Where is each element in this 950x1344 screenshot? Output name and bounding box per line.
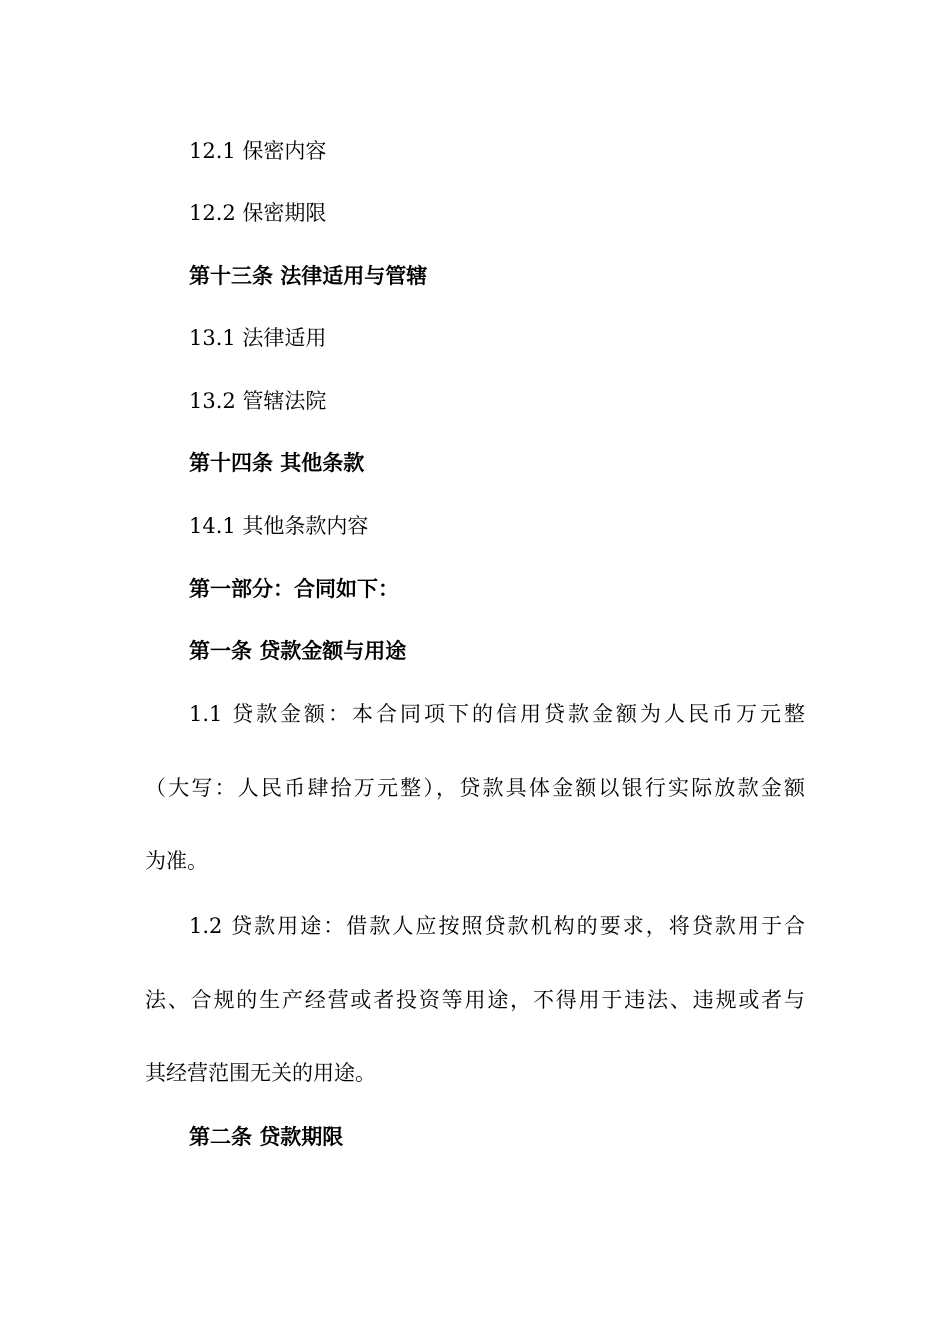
clause-13-1: 13.1 法律适用 — [189, 326, 327, 350]
clause-12-1: 12.1 保密内容 — [189, 139, 327, 163]
clause-1-2-line-2: 法、合规的生产经营或者投资等用途，不得用于违法、违规或者与 — [145, 988, 805, 1012]
clause-1-1-line-1: 1.1 贷款金额：本合同项下的信用贷款金额为人民币万元整 — [189, 702, 805, 726]
clause-12-2: 12.2 保密期限 — [189, 201, 327, 225]
article-2-heading: 第二条 贷款期限 — [189, 1125, 344, 1149]
clause-13-2: 13.2 管辖法院 — [189, 389, 327, 413]
clause-1-2-line-3: 其经营范围无关的用途。 — [145, 1061, 376, 1085]
clause-1-1-line-3: 为准。 — [145, 849, 208, 873]
part-one-heading: 第一部分：合同如下： — [189, 577, 399, 601]
clause-14-1: 14.1 其他条款内容 — [189, 514, 369, 538]
article-13-heading: 第十三条 法律适用与管辖 — [189, 264, 428, 288]
clause-1-2-line-1: 1.2 贷款用途：借款人应按照贷款机构的要求，将贷款用于合 — [189, 914, 805, 938]
article-14-heading: 第十四条 其他条款 — [189, 451, 365, 475]
article-1-heading: 第一条 贷款金额与用途 — [189, 639, 407, 663]
clause-1-1-line-2: （大写：人民币肆拾万元整），贷款具体金额以银行实际放款金额 — [145, 776, 805, 800]
